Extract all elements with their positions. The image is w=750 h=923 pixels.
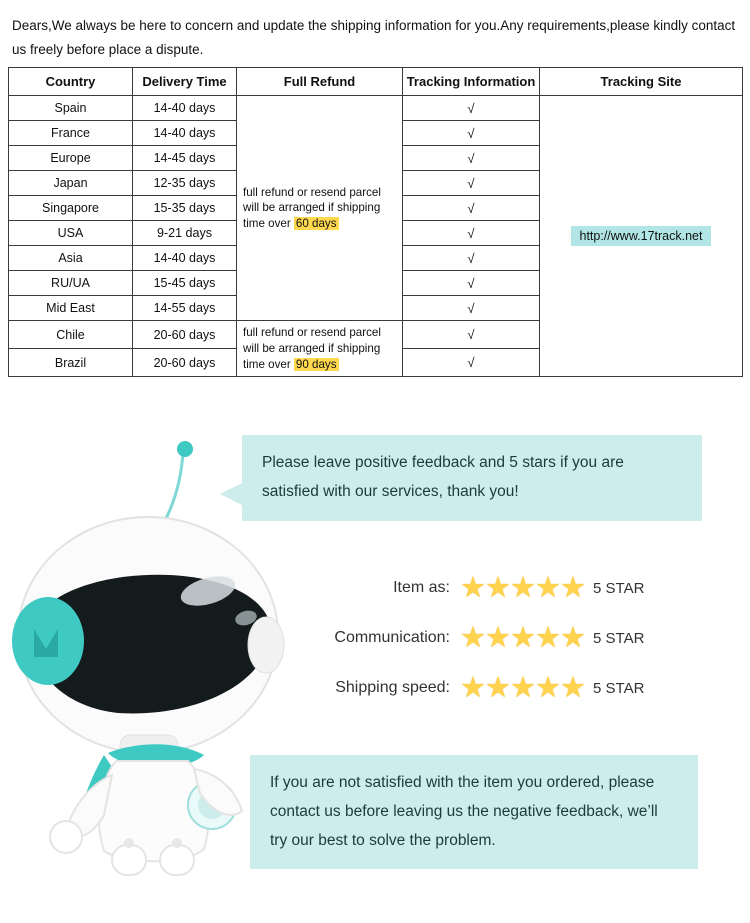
column-header-delivery-time: Delivery Time [133, 68, 237, 96]
cell-country: Chile [9, 321, 133, 349]
cell-tracking: √ [403, 271, 540, 296]
cell-delivery-time: 14-45 days [133, 146, 237, 171]
cell-tracking: √ [403, 196, 540, 221]
rating-value: 5 STAR [593, 679, 645, 697]
cell-country: USA [9, 221, 133, 246]
table-header-row [9, 68, 743, 96]
star-icon: ★ [560, 621, 586, 654]
star-icon: ★ [510, 671, 536, 704]
column-header-country: Country [9, 68, 133, 96]
cell-country: Asia [9, 246, 133, 271]
star-icon: ★ [535, 671, 561, 704]
cell-tracking: √ [403, 171, 540, 196]
cell-country: Mid East [9, 296, 133, 321]
cell-country: Singapore [9, 196, 133, 221]
shipping-table-wrapper [0, 67, 750, 377]
cell-tracking: √ [403, 121, 540, 146]
cell-tracking: √ [403, 146, 540, 171]
cell-full-refund-group-1 [237, 96, 403, 321]
star-icon: ★ [510, 571, 536, 604]
refund-text-2: full refund or resend parcel will be arranged if shipping time over [243, 326, 381, 371]
shipping-table [8, 67, 743, 377]
cell-tracking: √ [403, 221, 540, 246]
cell-tracking: √ [403, 246, 540, 271]
feedback-bubble-top: Please leave positive feedback and 5 stars if you are satisfied with our services, thank you! [242, 435, 702, 520]
cell-delivery-time: 9-21 days [133, 221, 237, 246]
rating-label: Shipping speed: [335, 679, 450, 697]
cell-delivery-time: 20-60 days [133, 321, 237, 349]
star-icon: ★ [560, 571, 586, 604]
cell-country: Spain [9, 96, 133, 121]
cell-delivery-time: 15-35 days [133, 196, 237, 221]
cell-tracking: √ [403, 296, 540, 321]
cell-delivery-time: 14-40 days [133, 121, 237, 146]
feedback-bubble-bottom: If you are not satisfied with the item you ordered, please contact us before leaving us the negative feedback, we’ll try our best to solve the problem. [250, 755, 698, 869]
shipping-note: Dears,We always be here to concern and update the shipping information for you.Any requirements,please kindly contact us freely before place a dispute. [12, 18, 736, 57]
column-header-full-refund: Full Refund [237, 68, 403, 96]
rating-stars [460, 671, 586, 704]
column-header-tracking-information: Tracking Information [403, 68, 540, 96]
cell-country: Japan [9, 171, 133, 196]
cell-tracking: √ [403, 321, 540, 349]
cell-delivery-time: 14-40 days [133, 96, 237, 121]
cell-tracking: √ [403, 349, 540, 377]
tracking-site-link[interactable]: http://www.17track.net [571, 226, 712, 246]
star-icon: ★ [510, 621, 536, 654]
star-icon: ★ [485, 571, 511, 604]
rating-label: Communication: [334, 629, 450, 647]
cell-country: Europe [9, 146, 133, 171]
refund-text-1: full refund or resend parcel will be arranged if shipping time over [243, 185, 381, 231]
table-row [9, 96, 743, 121]
star-icon: ★ [535, 621, 561, 654]
cell-country: RU/UA [9, 271, 133, 296]
cell-delivery-time: 20-60 days [133, 349, 237, 377]
rating-row-communication [300, 613, 720, 663]
column-header-tracking-site: Tracking Site [540, 68, 743, 96]
star-icon: ★ [460, 621, 486, 654]
cell-delivery-time: 12-35 days [133, 171, 237, 196]
cell-delivery-time: 15-45 days [133, 271, 237, 296]
cell-tracking: √ [403, 96, 540, 121]
rating-row-item-as [300, 563, 720, 613]
star-icon: ★ [485, 671, 511, 704]
refund-highlight-1: 60 days [295, 217, 337, 231]
star-icon: ★ [485, 621, 511, 654]
ratings-list [300, 563, 720, 713]
star-icon: ★ [535, 571, 561, 604]
cell-delivery-time: 14-40 days [133, 246, 237, 271]
star-icon: ★ [560, 671, 586, 704]
rating-stars [460, 571, 586, 604]
cell-full-refund-group-2 [237, 321, 403, 377]
rating-stars [460, 621, 586, 654]
rating-value: 5 STAR [593, 629, 645, 647]
cell-delivery-time: 14-55 days [133, 296, 237, 321]
rating-value: 5 STAR [593, 579, 645, 597]
star-icon: ★ [460, 671, 486, 704]
cell-tracking-site [540, 96, 743, 377]
cell-country: Brazil [9, 349, 133, 377]
star-icon: ★ [460, 571, 486, 604]
feedback-section [0, 395, 750, 905]
rating-label: Item as: [393, 579, 450, 597]
rating-row-shipping-speed [300, 663, 720, 713]
cell-country: France [9, 121, 133, 146]
refund-highlight-2: 90 days [295, 357, 337, 371]
